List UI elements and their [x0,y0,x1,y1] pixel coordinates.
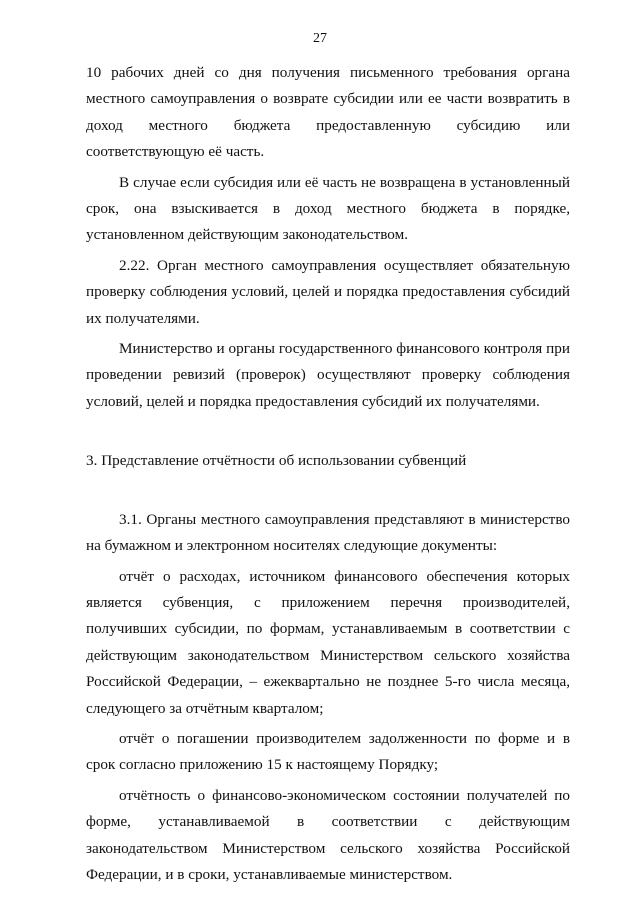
page-number: 27 [313,31,327,46]
paragraph-2-22: 2.22. Орган местного самоуправления осуществляет обязательную проверку соблюдения условий, целей и порядка предоставления субсидий их получателями. [86,256,570,327]
document-body [86,60,570,892]
paragraph-debt-report: отчёт о погашении производителем задолженности по форме и в срок согласно приложению 15 к настоящему Порядку; [86,729,570,774]
paragraph-subsidy-recovery: В случае если субсидия или её часть не возвращена в установленный срок, она взыскивается в доход местного бюджета в порядке, установленном действующим законодательством. [86,173,570,244]
paragraph-financial-report: отчётность о финансово-экономическом состоянии получателей по форме, устанавливаемой в соответствии с действующим законодательством Министерством сельского хозяйства Российской Федерации, и в сроки, устанавливаемые министерством. [86,786,570,883]
section-heading: 3. Представление отчётности об использовании субвенций [86,452,467,470]
paragraph-ministry-control: Министерство и органы государственного финансового контроля при проведении ревизий (проверок) осуществляют проверку соблюдения условий, целей и порядка предоставления субсидий их получателями. [86,340,570,410]
paragraph-expense-report: отчёт о расходах, источником финансового обеспечения которых является субвенция, с приложением перечня производителей, получивших субсидии, по формам, устанавливаемым в соответствии с действующим законодательством Министерством сельского хозяйства Российской Федерации, – ежеквартально не позднее 5-го числа месяца, следующего за отчётным кварталом; [86,567,570,717]
paragraph-3-1: 3.1. Органы местного самоуправления представляют в министерство на бумажном и электронном носителях следующие документы: [86,510,570,555]
paragraph-subsidy-return: 10 рабочих дней со дня получения письменного требования органа местного самоуправления о возврате субсидии или ее части возвратить в доход местного бюджета предоставленную субсидию или соответствующую её часть. [86,64,570,161]
